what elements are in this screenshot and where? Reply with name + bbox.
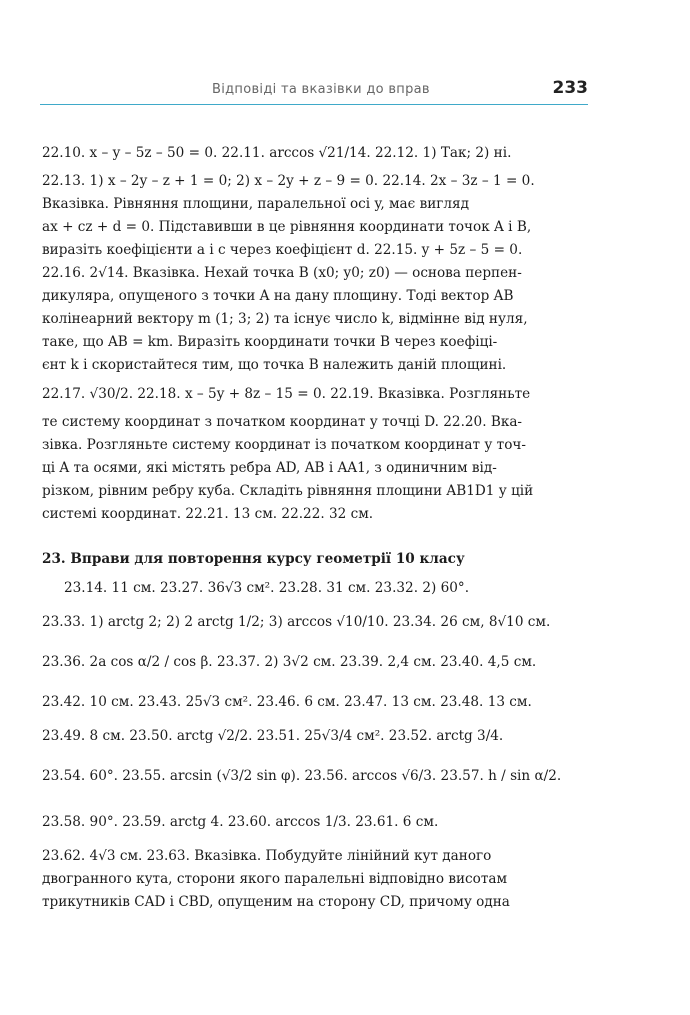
- text-line: 23.62. 4√3 см. 23.63. Вказівка. Побудуйте лінійний кут даного: [42, 848, 492, 864]
- text-line: 22.16. 2√14. Вказівка. Нехай точка B (x0; y0; z0) — основа перпен-: [42, 265, 522, 281]
- section-heading: 23. Вправи для повторення курсу геометрії 10 класу: [42, 551, 465, 567]
- text-line: 23.14. 11 см. 23.27. 36√3 см². 23.28. 31 см. 23.32. 2) 60°.: [64, 580, 470, 596]
- text-line: 23.36. 2a cos α/2 / cos β. 23.37. 2) 3√2 см. 23.39. 2,4 см. 23.40. 4,5 см.: [42, 654, 537, 670]
- text-line: єнт k і скористайтеся тим, що точка B належить даній площині.: [42, 357, 507, 373]
- text-line: різком, рівним ребру куба. Складіть рівняння площини AB1D1 у цій: [42, 483, 534, 499]
- text-line: 23.33. 1) arctg 2; 2) 2 arctg 1/2; 3) arccos √10/10. 23.34. 26 см, 8√10 см.: [42, 614, 551, 630]
- page-number: 233: [552, 78, 588, 98]
- text-line: системі координат. 22.21. 13 см. 22.22. 32 см.: [42, 506, 374, 522]
- text-line: 23.49. 8 см. 23.50. arctg √2/2. 23.51. 25√3/4 см². 23.52. arctg 3/4.: [42, 728, 504, 744]
- text-line: дикуляра, опущеного з точки A на дану площину. Тоді вектор AB: [42, 288, 514, 304]
- text-line: трикутників CAD і CBD, опущеним на сторону CD, причому одна: [42, 894, 510, 910]
- text-line: таке, що AB = km. Виразіть координати точки B через коефіці-: [42, 334, 498, 350]
- text-line: виразіть коефіцієнти a і c через коефіцієнт d. 22.15. y + 5z – 5 = 0.: [42, 242, 523, 258]
- text-line: двогранного кута, сторони якого паралельні відповідно висотам: [42, 871, 508, 887]
- running-title: Відповіді та вказівки до вправ: [212, 82, 430, 97]
- text-line: колінеарний вектору m (1; 3; 2) та існує число k, відмінне від нуля,: [42, 311, 528, 327]
- text-line: ці A та осями, які містять ребра AD, AB і AA1, з одиничним від-: [42, 460, 497, 476]
- page-header: [40, 78, 588, 105]
- text-line: 22.13. 1) x – 2y – z + 1 = 0; 2) x – 2y + z – 9 = 0. 22.14. 2x – 3z – 1 = 0.: [42, 173, 535, 189]
- text-line: 23.42. 10 см. 23.43. 25√3 см². 23.46. 6 см. 23.47. 13 см. 23.48. 13 см.: [42, 694, 532, 710]
- text-line: те систему координат з початком координат у точці D. 22.20. Вка-: [42, 414, 523, 430]
- text-line: 23.58. 90°. 23.59. arctg 4. 23.60. arccos 1/3. 23.61. 6 см.: [42, 814, 439, 830]
- answers-content: [42, 136, 586, 914]
- text-line: 23.54. 60°. 23.55. arcsin (√3/2 sin φ). 23.56. arccos √6/3. 23.57. h / sin α/2.: [42, 768, 562, 784]
- text-line: Вказівка. Рівняння площини, паралельної осі y, має вигляд: [42, 196, 470, 212]
- text-line: зівка. Розгляньте систему координат із початком координат у точ-: [42, 437, 526, 453]
- text-line: 22.17. √30/2. 22.18. x – 5y + 8z – 15 = 0. 22.19. Вказівка. Розгляньте: [42, 386, 531, 402]
- text-line: ax + cz + d = 0. Підставивши в це рівняння координати точок A і B,: [42, 219, 532, 235]
- text-line: 22.10. x – y – 5z – 50 = 0. 22.11. arccos √21/14. 22.12. 1) Так; 2) ні.: [42, 145, 512, 161]
